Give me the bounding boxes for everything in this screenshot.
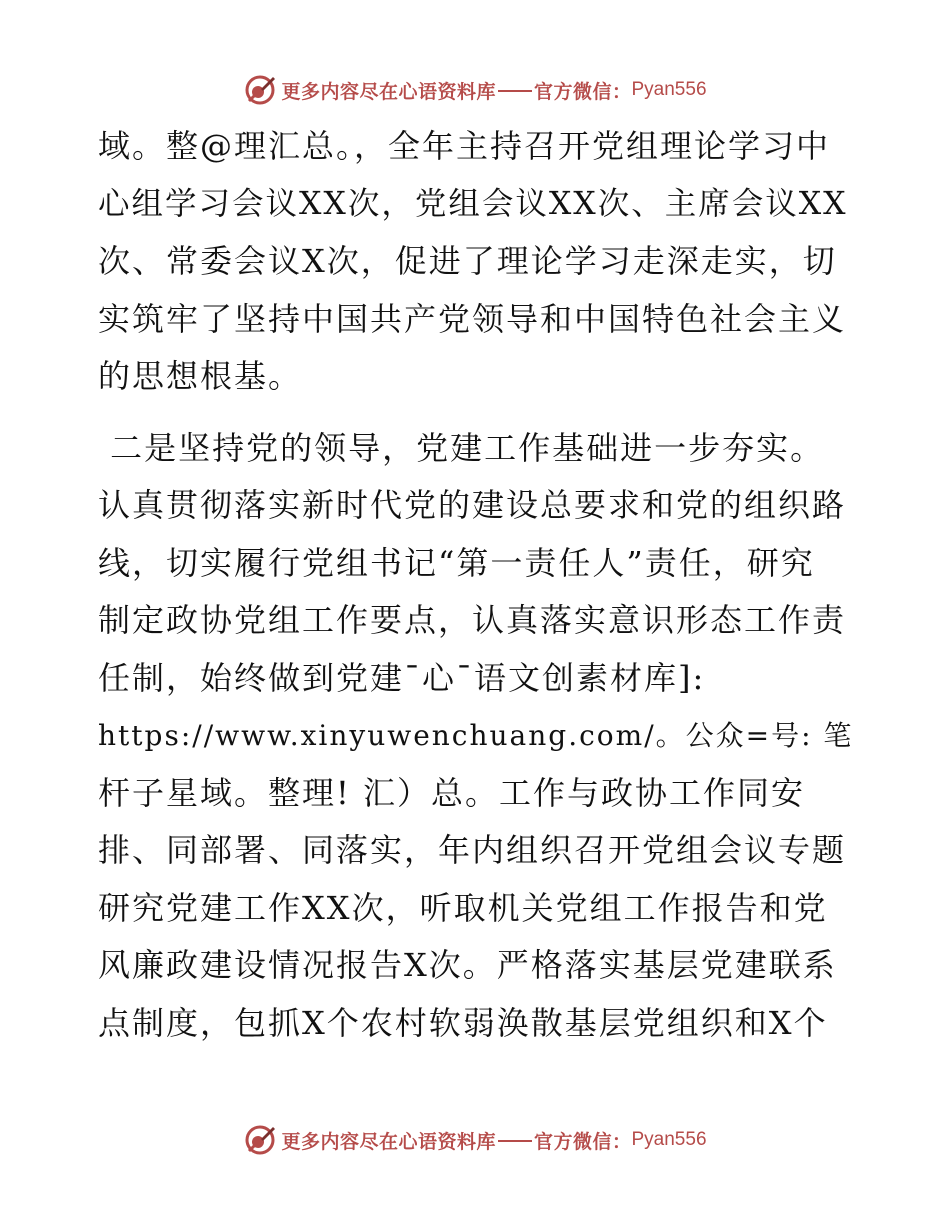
body-line: 的思想根基。 (98, 357, 303, 395)
body-line: 点制度，包抓X个农村软弱涣散基层党组织和X个 (98, 1003, 828, 1042)
paragraph-gap (98, 406, 858, 420)
body-line: 实筑牢了坚持中国共产党领导和中国特色社会主义 (98, 299, 847, 338)
watermark-wechat-id: Pyan556 (631, 1129, 707, 1150)
brush-logo-icon (243, 73, 277, 107)
body-line-url: https://www.xinyuwenchuang.com/。公众=号: 笔 (98, 719, 854, 752)
body-line: 杆子星域。整理! 汇）总。工作与政协工作同安 (98, 773, 806, 812)
watermark-separator (498, 90, 532, 92)
body-line: 任制，始终做到党建¯心¯语文创素材库]: (98, 658, 706, 697)
body-line: 排、同部署、同落实，年内组织召开党组会议专题 (98, 831, 847, 869)
watermark-wechat-id: Pyan556 (631, 79, 707, 100)
body-line: 认真贯彻落实新时代党的建设总要求和党的组织路 (98, 486, 847, 524)
body-line: 风廉政建设情况报告X次。严格落实基层党建联系 (98, 946, 837, 984)
body-line: 次、常委会议X次，促进了理论学习走深走实，切 (98, 242, 837, 280)
body-line: 域。整@理汇总。，全年主持召开党组理论学习中 (98, 127, 831, 165)
body-line: 二是坚持党的领导，党建工作基础进一步夯实。 (98, 428, 825, 467)
watermark-separator (498, 1140, 532, 1142)
watermark-footer (0, 1122, 950, 1158)
brush-logo-icon (243, 1123, 277, 1157)
body-line: 线，切实履行党组书记“第一责任人”责任，研究 (98, 543, 815, 582)
document-body (98, 118, 858, 1052)
watermark-text: 更多内容尽在心语资料库 (281, 1130, 496, 1153)
body-line: 制定政协党组工作要点，认真落实意识形态工作责 (98, 601, 847, 639)
watermark-text: 更多内容尽在心语资料库 (281, 80, 496, 103)
watermark-header (0, 72, 950, 108)
watermark-suffix-label: 官方微信： (533, 80, 632, 103)
watermark-suffix-label: 官方微信： (533, 1130, 632, 1153)
body-line: 心组学习会议XX次，党组会议XX次、主席会议XX (98, 185, 848, 222)
body-line: 研究党建工作XX次，听取机关党组工作报告和党 (98, 888, 828, 927)
